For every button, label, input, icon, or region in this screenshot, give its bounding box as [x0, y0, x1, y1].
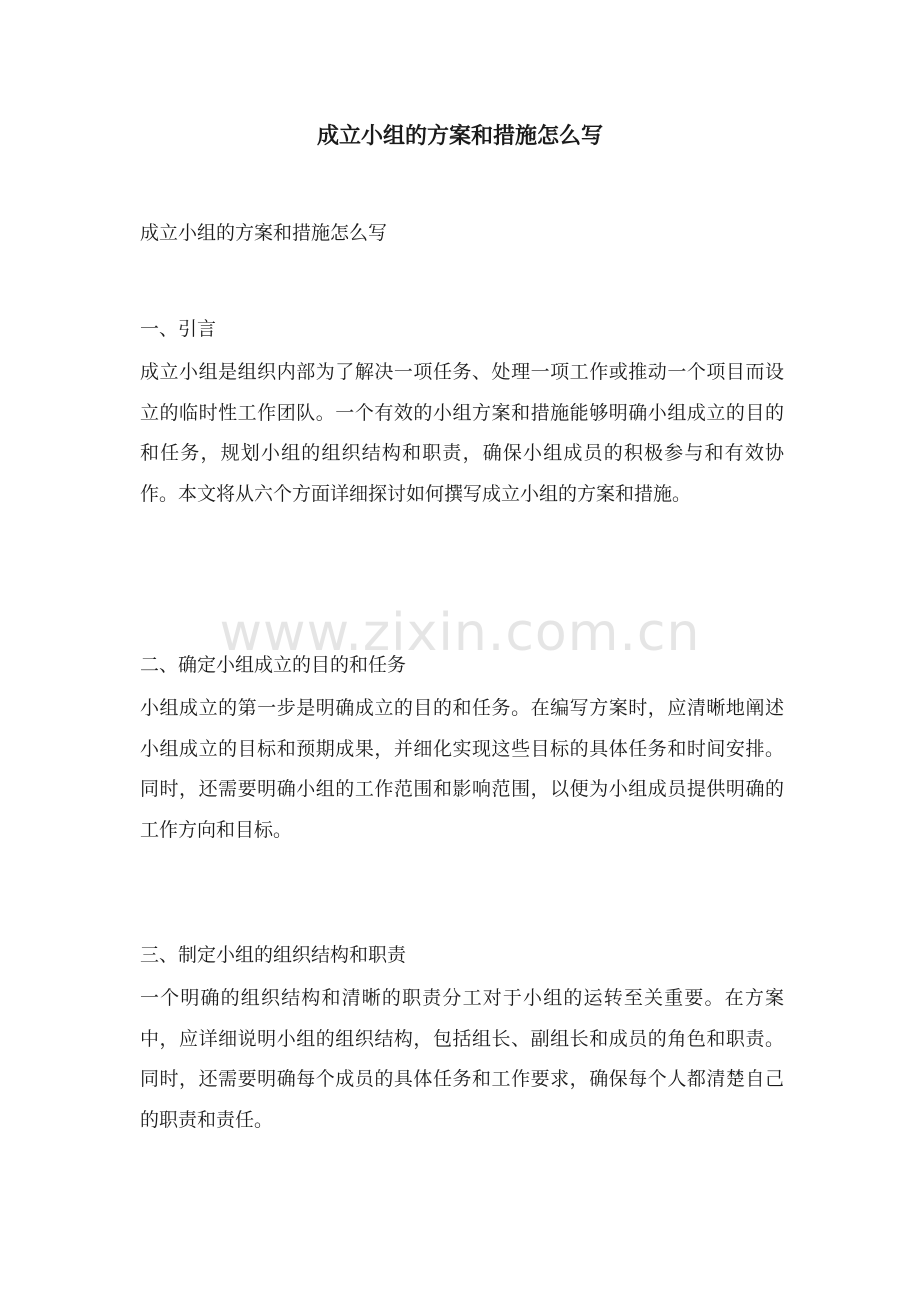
document-title: 成立小组的方案和措施怎么写 [316, 123, 603, 149]
section-body: 小组成立的第一步是明确成立的目的和任务。在编写方案时，应清晰地阐述小组成立的目标和预期成果，并细化实现这些目标的具体任务和时间安排。同时，还需要明确小组的工作范围和影响范围，以便为小组成员提供明确的工作方向和目标。 [140, 697, 784, 841]
section-purpose-and-tasks [140, 648, 784, 850]
section-heading: 三、制定小组的组织结构和职责 [140, 944, 407, 966]
watermark: www.zixin.com.cn [219, 603, 701, 663]
section-body: 成立小组是组织内部为了解决一项任务、处理一项工作或推动一个项目而设立的临时性工作团队。一个有效的小组方案和措施能够明确小组成立的目的和任务，规划小组的组织结构和职责，确保小组成员的积极参与和有效协作。本文将从六个方面详细探讨如何撰写成立小组的方案和措施。 [140, 361, 784, 505]
section-structure-and-duties [140, 938, 784, 1140]
document-subtitle: 成立小组的方案和措施怎么写 [140, 222, 388, 244]
section-body: 一个明确的组织结构和清晰的职责分工对于小组的运转至关重要。在方案中，应详细说明小组的组织结构，包括组长、副组长和成员的角色和职责。同时，还需要明确每个成员的具体任务和工作要求，确保每个人都清楚自己的职责和责任。 [140, 987, 784, 1131]
section-introduction [140, 312, 784, 514]
section-heading: 一、引言 [140, 318, 217, 340]
section-heading: 二、确定小组成立的目的和任务 [140, 654, 407, 676]
